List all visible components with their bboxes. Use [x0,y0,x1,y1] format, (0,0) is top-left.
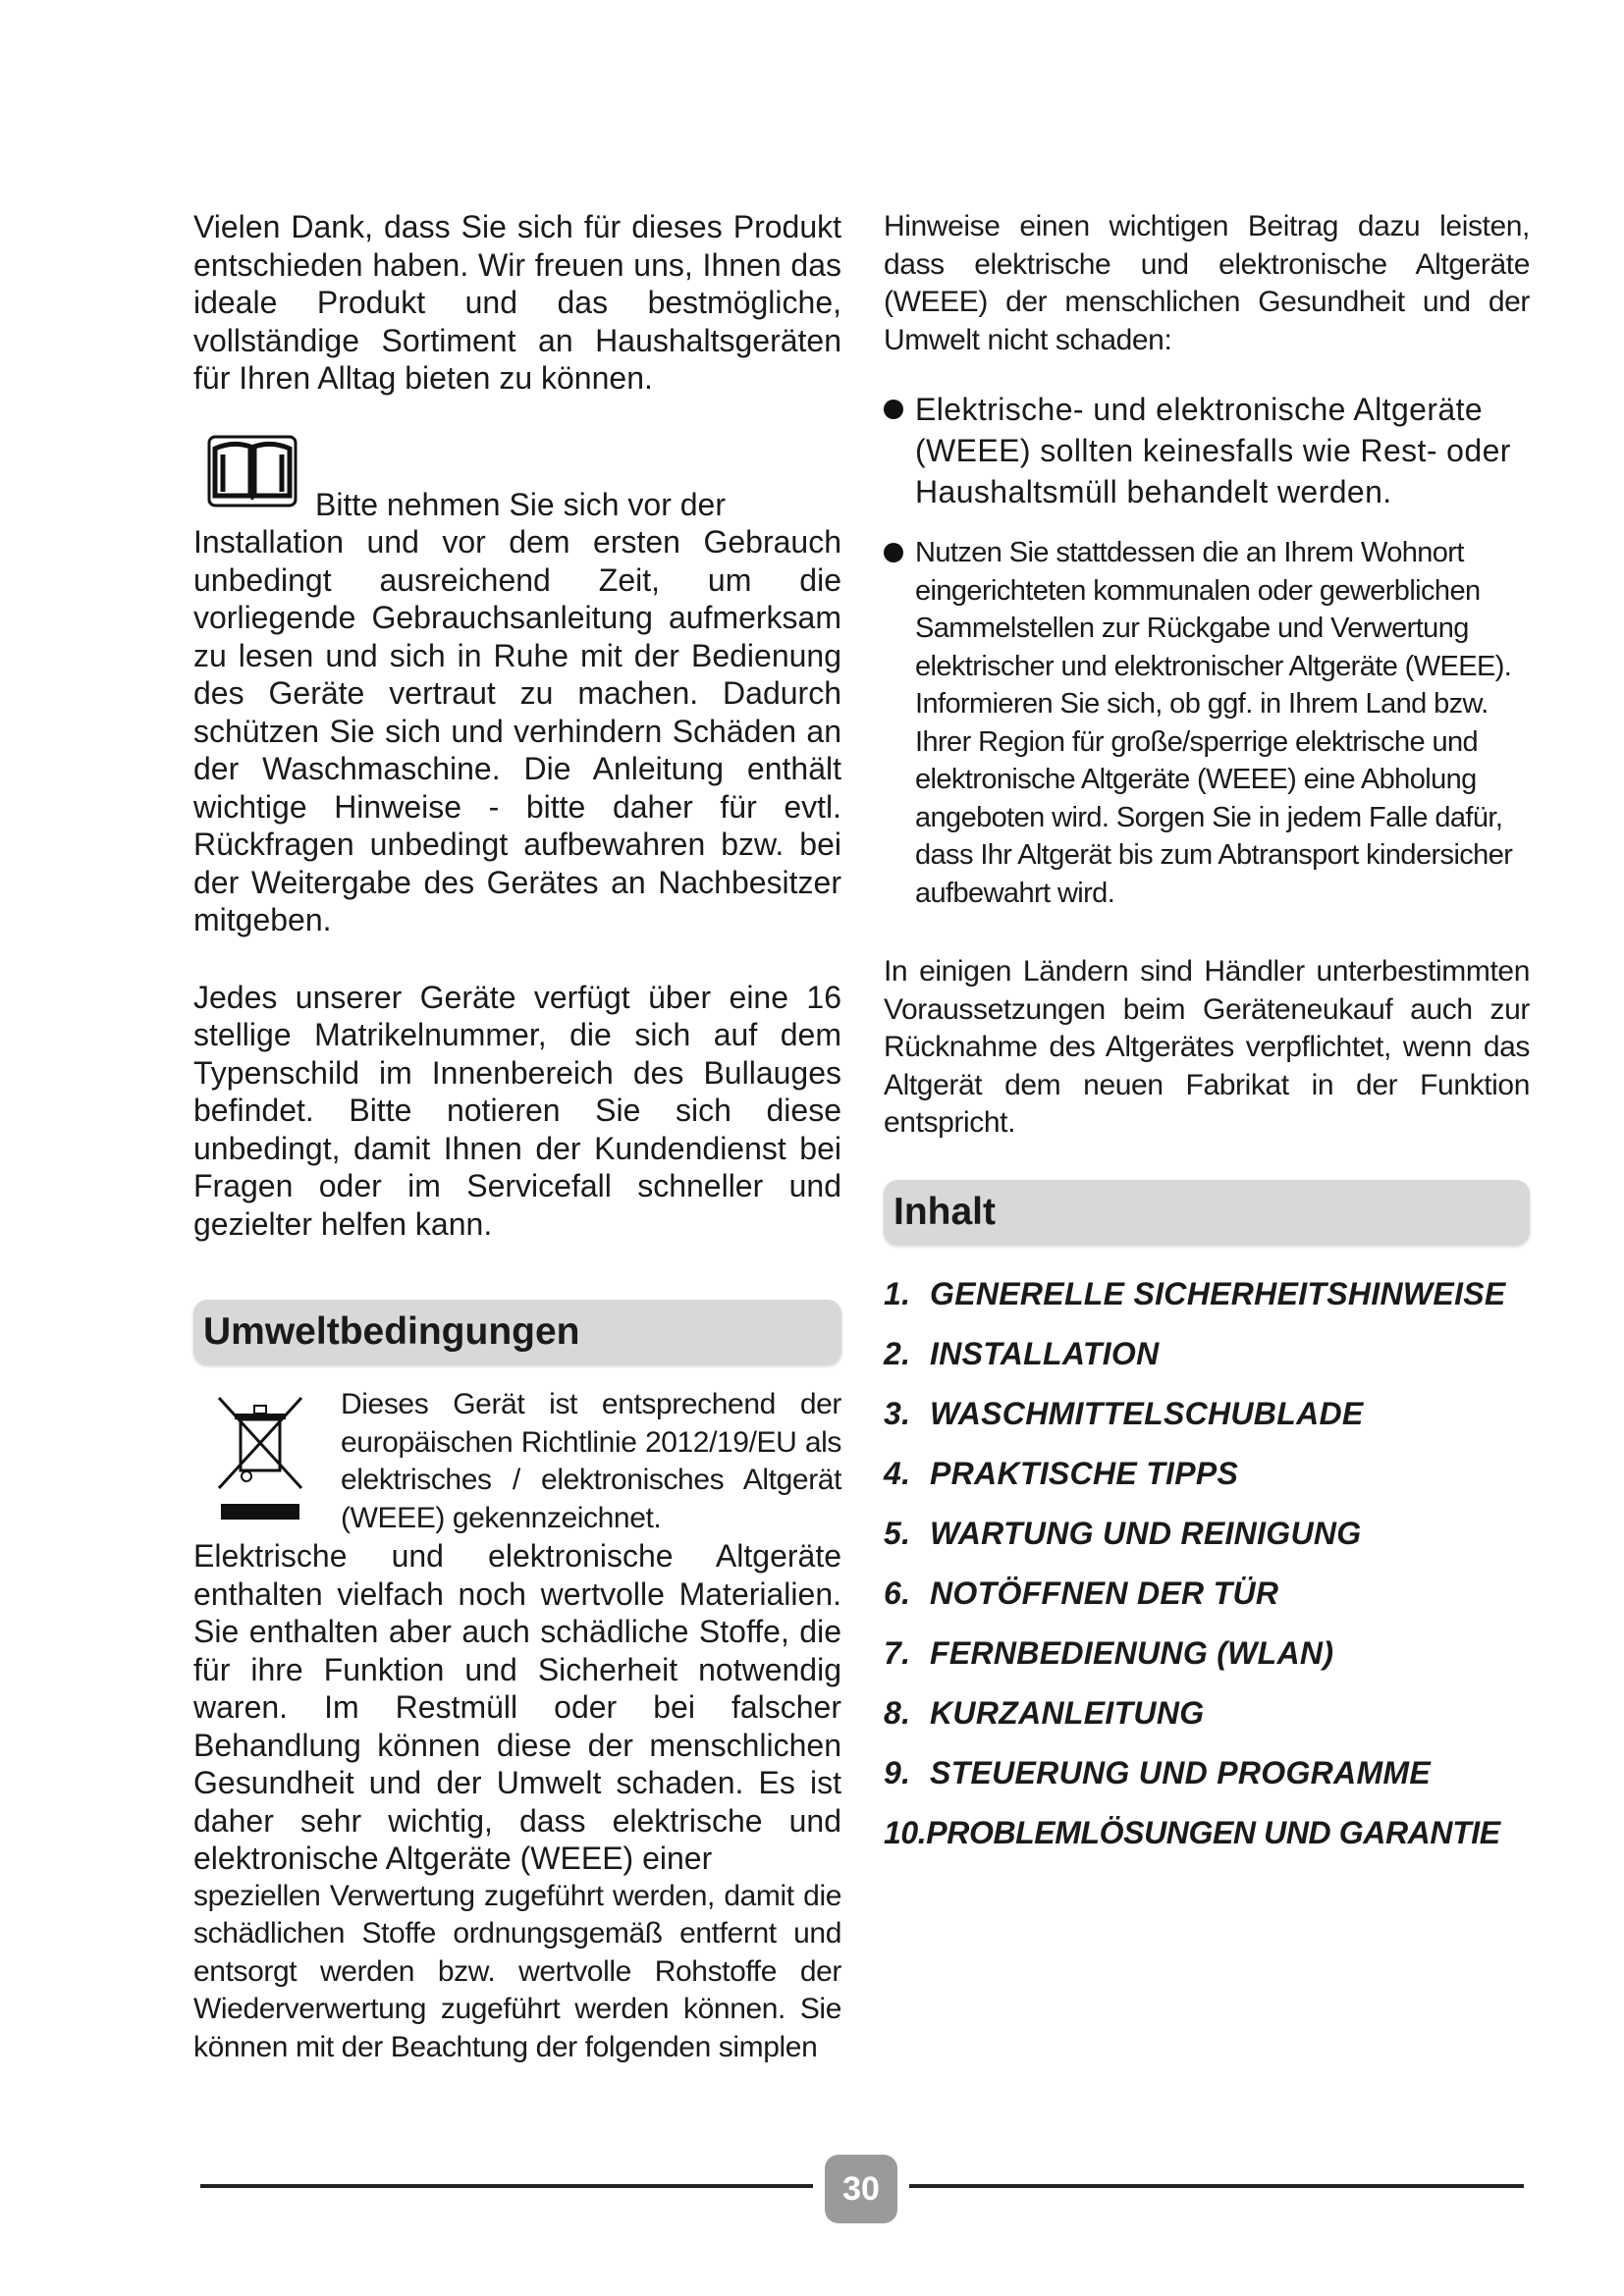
table-of-contents [884,1264,1530,1863]
toc-item[interactable]: 3. WASCHMITTELSCHUBLADE [884,1395,1364,1431]
page-number: 30 [825,2155,897,2223]
bullet-item: Nutzen Sie stattdessen die an Ihrem Wohnort eingerichteten kommunalen oder gewerblichen Sammelstellen zur Rückgabe und Verwertung elektrischer und elektronischer Altgeräte (WEEE). Informieren Sie sich, ob ggf. in Ihrem Land bzw. Ihrer Region für große/sperrige elektrische und elektronische Altgeräte (WEEE) eine Abholung angeboten wird. Sorgen Sie in jedem Falle dafür, dass Ihr Altgerät bis zum Abtransport kindersicher aufbewahrt wird. [884,534,1530,912]
toc-item[interactable]: 4. PRAKTISCHE TIPPS [884,1455,1239,1491]
environment-paragraph-a: Elektrische und elektronische Altgeräte enthalten vielfach noch wertvolle Materialien. Sie enthalten aber auch schädliche Stoffe, die für ihre Funktion und Sicherheit notwendig waren. Im Restmüll oder bei falscher Behandlung können diese der menschlichen Gesundheit und der Umwelt schaden. Es ist daher sehr wichtig, dass elektrische und elektronische Altgeräte (WEEE) einer [193,1538,841,1876]
toc-item[interactable]: 10.PROBLEMLÖSUNGEN UND GARANTIE [884,1814,1500,1850]
crossed-bin-icon [215,1394,307,1523]
right-column [884,208,1530,1863]
disposal-bullets [884,389,1530,912]
weee-notice [193,1386,841,1537]
toc-item[interactable]: 2. INSTALLATION [884,1335,1160,1371]
toc-item[interactable]: 9. STEUERUNG UND PROGRAMME [884,1754,1432,1790]
matrikel-paragraph: Jedes unserer Geräte verfügt über eine 16 stellige Matrikelnummer, die sich auf dem Typenschild im Innenbereich des Bullauges befindet. Bitte notieren Sie sich diese unbedingt, damit Ihnen der Kundendienst bei Fragen oder im Servicefall schneller und gezielter helfen kann. [193,979,841,1242]
environment-paragraph-b: speziellen Verwertung zugeführt werden, damit die schädlichen Stoffe ordnungsgemäß entfernt und entsorgt werden bzw. wertvolle Rohstoffe der Wiederverwertung zugeführt werden können. Sie können mit der Beachtung der folgenden simplen [193,1879,841,2063]
left-column [193,208,841,2066]
dealer-paragraph: In einigen Ländern sind Händler unterbestimmten Voraussetzungen beim Geräteneukauf auch zur Rücknahme des Altgerätes verpflichtet, wenn das Altgerät dem neuen Fabrikat in der Funktion entspricht. [884,955,1530,1139]
read-manual-notice [193,435,841,939]
weee-label: Dieses Gerät ist entsprechend der europäischen Richtlinie 2012/19/EU als elektrisches / elektronisches Altgerät (WEEE) gekennzeichnet. [341,1388,841,1534]
bullet-dot-icon [884,543,903,562]
footer-rule-right [909,2184,1524,2188]
footer-rule-left [200,2184,813,2188]
toc-item[interactable]: 8. KURZANLEITUNG [884,1694,1205,1731]
bullet-dot-icon [884,400,903,419]
section-title-umwelt: Umweltbedingungen [193,1300,841,1364]
notice-paragraph: Installation und vor dem ersten Gebrauch unbedingt ausreichend Zeit, um die vorliegende Gebrauchsanleitung aufmerksam zu lesen und sich in Ruhe mit der Bedienung des Geräte vertraut zu machen. Dadurch schützen Sie sich und verhindern Schäden an der Waschmaschine. Die Anleitung enthält wichtige Hinweise - bitte daher für evtl. Rückfragen unbedingt aufbewahren bzw. bei der Weitergabe des Gerätes an Nachbesitzer mitgeben. [193,524,841,937]
continuation-paragraph: Hinweise einen wichtigen Beitrag dazu leisten, dass elektrische und elektronische Altgeräte (WEEE) der menschlichen Gesundheit und der Umwelt nicht schaden: [884,210,1530,356]
section-title-inhalt: Inhalt [884,1180,1530,1245]
toc-item[interactable]: 7. FERNBEDIENUNG (WLAN) [884,1634,1334,1671]
bullet-item: Elektrische- und elektronische Altgeräte (WEEE) sollten keinesfalls wie Rest- oder Haushaltsmüll behandelt werden. [884,389,1530,512]
toc-item[interactable]: 1. GENERELLE SICHERHEITSHINWEISE [884,1275,1506,1311]
notice-lead: Bitte nehmen Sie sich vor der [315,486,726,522]
intro-paragraph: Vielen Dank, dass Sie sich für dieses Produkt entschieden haben. Wir freuen uns, Ihnen das ideale Produkt und das bestmögliche, vollständige Sortiment an Haushaltsgeräten für Ihren Alltag bieten zu können. [193,209,841,396]
toc-item[interactable]: 6. NOTÖFFNEN DER TÜR [884,1575,1279,1611]
toc-item[interactable]: 5. WARTUNG UND REINIGUNG [884,1515,1362,1551]
book-icon [207,435,298,507]
